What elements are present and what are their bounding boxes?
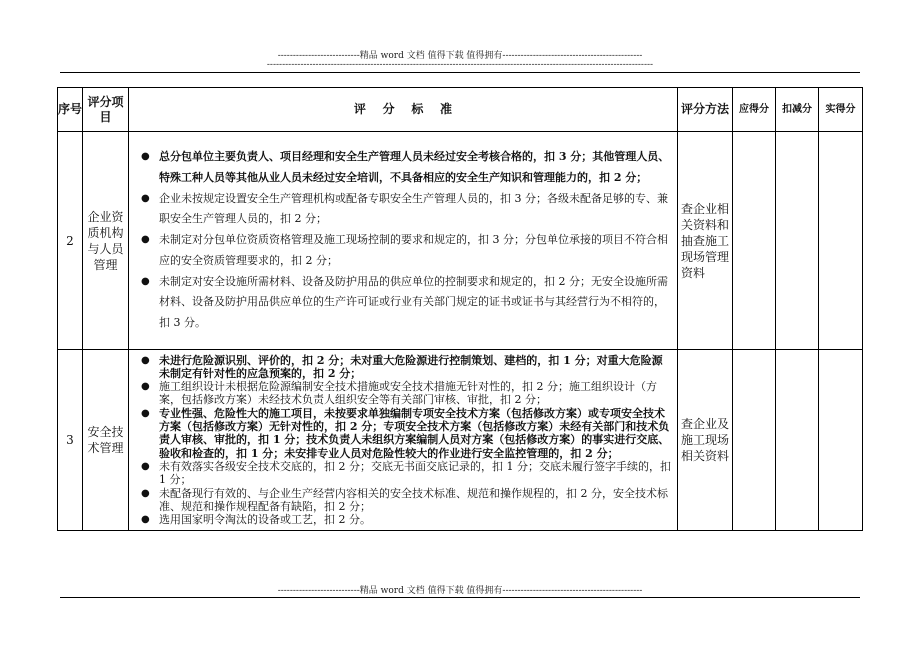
page-footer: ---------------------------精品 word 文档 值得下载 值得拥有---------------------------------------------- [277, 586, 643, 596]
bullet-icon: ● [141, 275, 150, 287]
criterion-text: 选用国家明令淘汰的设备或工艺，扣 2 分。 [159, 513, 371, 527]
list-item [141, 380, 673, 407]
criterion-text: 未进行危险源识别、评价的，扣 2 分；未对重大危险源进行控制策划、建档的，扣 1 分；对重大危险源未制定有针对性的应急预案的，扣 2 分； [159, 353, 663, 380]
bullet-icon: ● [141, 192, 150, 204]
row-item: 企业资质机构与人员管理 [83, 132, 129, 350]
row-seq: 3 [58, 350, 83, 531]
criterion-text: 企业未按规定设置安全生产管理机构或配备专职安全生产管理人员的，扣 3 分；各级未配备足够的专、兼职安全生产管理人员的，扣 2 分； [159, 191, 668, 226]
bullet-icon: ● [141, 354, 150, 366]
bullet-icon: ● [141, 460, 150, 472]
bullet-icon: ● [141, 234, 150, 246]
list-item [141, 513, 673, 526]
row-seq: 2 [58, 132, 83, 350]
criterion-text: 未有效落实各级安全技术交底的，扣 2 分；交底无书面交底记录的，扣 1 分；交底未履行签字手续的，扣 1 分； [159, 459, 671, 487]
list-item [141, 354, 673, 381]
page-header-underline: ------------------------------------------------------------------------------------------------------------------------------- [266, 60, 654, 70]
table-header-row [58, 88, 863, 132]
list-item [141, 189, 673, 230]
list-item [141, 487, 673, 514]
footer-rule [60, 597, 860, 598]
criterion-text: 专业性强、危险性大的施工项目，未按要求单独编制专项安全技术方案（包括修改方案）或专项安全技术方案（包括修改方案）无针对性的，扣 2 分；专项安全技术方案（包括修改方案）未经有关部门和技术负责人审核、审批的，扣 1 分；技术负责人未组织方案编制人员对方案（包括修改方案）的事实进行交底、验收和检查的，扣 1 分；未安排专业人员对危险性较大的作业进行安全监控管理的，扣 2 分； [159, 406, 670, 460]
header-due-score: 应得分 [733, 88, 776, 132]
criterion-text: 未制定对分包单位资质资格管理及施工现场控制的要求和规定的，扣 3 分；分包单位承接的项目不符合相应的安全资质管理要求的，扣 2 分； [159, 233, 668, 267]
header-seq: 序号 [58, 88, 83, 132]
bullet-icon: ● [141, 514, 150, 526]
scoring-table [57, 87, 863, 531]
bullet-icon: ● [141, 381, 150, 393]
header-rule [60, 72, 860, 73]
header-deduct-score: 扣减分 [776, 88, 819, 132]
row-method: 查企业相关资料和抽查施工现场管理资料 [678, 132, 733, 350]
row-actual-score[interactable] [819, 350, 863, 531]
header-item: 评分项目 [83, 88, 129, 132]
row-due-score[interactable] [733, 132, 776, 350]
row-actual-score[interactable] [819, 132, 863, 350]
header-method: 评分方法 [678, 88, 733, 132]
row-standard [129, 350, 678, 531]
row-standard [129, 132, 678, 350]
bullet-icon: ● [141, 487, 150, 499]
row-method: 查企业及施工现场相关资料 [678, 350, 733, 531]
criterion-text: 总分包单位主要负责人、项目经理和安全生产管理人员未经过安全考核合格的，扣 3 分；其他管理人员、特殊工种人员等其他从业人员未经过安全培训，不具备相应的安全生产知识和管理能力的，扣 2 分； [159, 150, 670, 185]
table-row [58, 350, 863, 531]
row-deduct-score[interactable] [776, 350, 819, 531]
list-item [141, 272, 673, 334]
header-actual-score: 实得分 [819, 88, 863, 132]
bullet-icon: ● [141, 407, 150, 419]
criterion-text: 施工组织设计未根据危险源编制安全技术措施或安全技术措施无针对性的，扣 2 分；施工组织设计（方案，包括修改方案）未经技术负责人组织安全等有关部门审核、审批，扣 2 分； [159, 380, 657, 407]
bullet-icon: ● [141, 151, 150, 163]
list-item [141, 230, 673, 271]
row-item: 安全技术管理 [83, 350, 129, 531]
row-deduct-score[interactable] [776, 132, 819, 350]
criterion-text: 未配备现行有效的、与企业生产经营内容相关的安全技术标准、规范和操作规程的，扣 2 分，安全技术标准、规范和操作规程配备有缺陷，扣 2 分； [159, 486, 668, 513]
list-item [141, 147, 673, 188]
table-row [58, 132, 863, 350]
criterion-text: 未制定对安全设施所需材料、设备及防护用品的供应单位的控制要求和规定的，扣 2 分；无安全设施所需材料、设备及防护用品供应单位的生产许可证或行业有关部门规定的证书或证书与其经营行为不相符的，扣 3 分。 [159, 274, 668, 329]
row-due-score[interactable] [733, 350, 776, 531]
page-header: ---------------------------精品 word 文档 值得下载 值得拥有---------------------------------------------- [277, 51, 643, 61]
list-item [141, 460, 673, 487]
list-item [141, 407, 673, 460]
header-standard: 评 分 标 准 [129, 88, 678, 132]
